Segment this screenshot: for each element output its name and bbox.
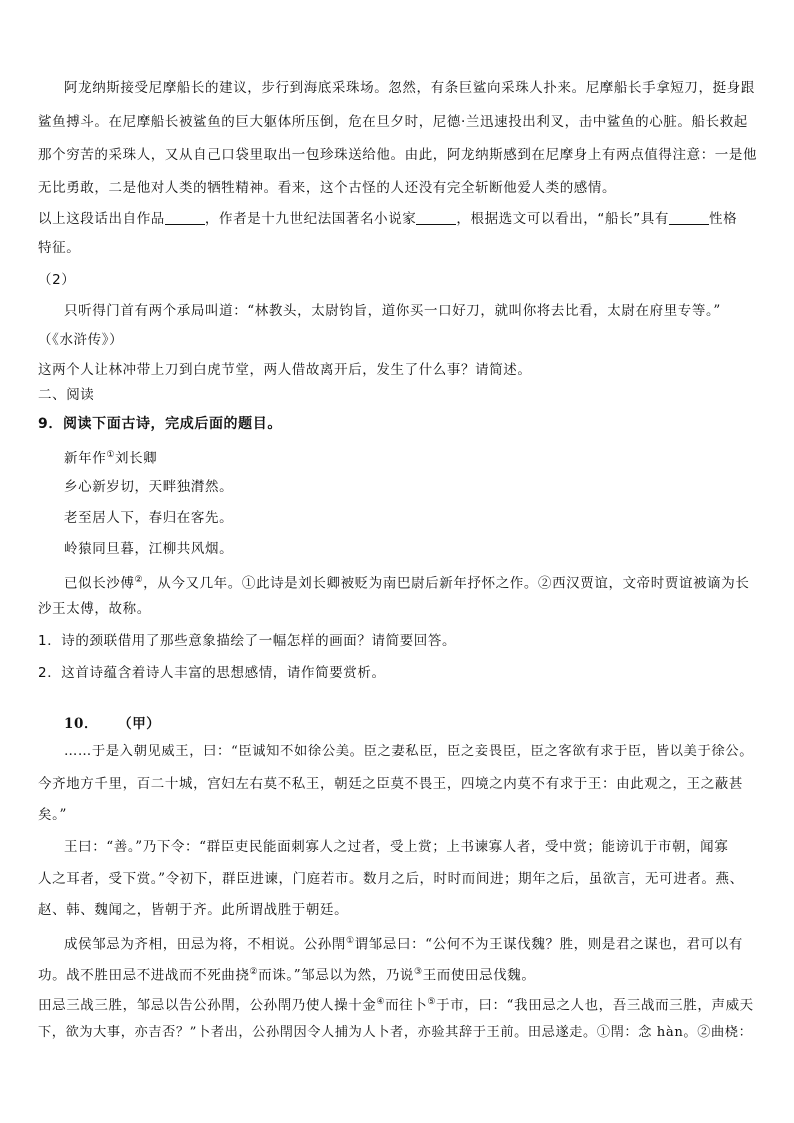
passage-text: 功。战不胜田忌不进战而不死曲挠: [38, 967, 250, 984]
sub-question: 2．这首诗蕴含着诗人丰富的思想感情，请作简要赏析。: [38, 665, 386, 681]
passage-line: 只听得门首有两个承局叫道：“林教头，太尉钧旨，道你买一口好刀，就叫你将去比看，太尉在府里专等。”: [64, 303, 721, 319]
question-number: 10．: [64, 716, 99, 732]
passage-line: 无比勇敢，二是他对人类的牺牲精神。看来，这个古怪的人还没有完全斩断他爱人类的感情。: [38, 180, 617, 196]
passage-line: 矣。”: [38, 807, 67, 823]
poem-line-with-notes: [64, 570, 749, 594]
passage-line: [38, 962, 536, 986]
source-citation: （《水浒传》）: [38, 332, 124, 348]
passage-line: 王曰：“善。”乃下令：“群臣吏民能面刺寡人之过者，受上赏；上书谏寡人者，受中赏；能谤讥于市朝，闻寡: [64, 839, 729, 855]
footnote-marker: ②: [134, 575, 144, 585]
poem-title-text: 新年作: [64, 450, 107, 467]
question-text: 以上这段话出自作品: [38, 211, 165, 227]
poem-line: 岭猿同旦暮，江柳共风烟。: [64, 541, 234, 557]
answer-blank[interactable]: [165, 210, 205, 225]
poem-title: [64, 445, 157, 469]
passage-line: 人之耳者，受下赏。”令初下，群臣进谏，门庭若市。数月之后，时时而间进；期年之后，虽欲言，无可进者。燕、: [38, 871, 744, 887]
poem-notes: 沙王太傅，故称。: [38, 601, 151, 617]
passage-line: [38, 992, 754, 1016]
footnote-marker: ③: [414, 967, 423, 977]
passage-text: 王而使田忌伐魏。: [422, 967, 536, 984]
passage-line: [64, 931, 743, 955]
poem-line: 老至居人下，春归在客先。: [64, 510, 234, 526]
passage-line: 那个穷苦的采珠人，又从自己口袋里取出一包珍珠送给他。由此，阿龙纳斯感到在尼摩身上有两点值得注意：一是他: [38, 147, 758, 163]
passage-part-label: （甲）: [118, 716, 161, 732]
question-text: 性格: [709, 211, 738, 227]
passage-line: 鲨鱼搏斗。在尼摩船长被鲨鱼的巨大躯体所压倒，危在旦夕时，尼德·兰迅速投出利叉，击中鲨鱼的心脏。船长救起: [38, 114, 748, 130]
sub-question-number: （2）: [38, 272, 76, 288]
answer-blank[interactable]: [416, 210, 456, 225]
passage-text: 而往卜: [385, 997, 428, 1014]
poem-line: 乡心新岁切，天畔独潸然。: [64, 479, 234, 495]
passage-line: 阿龙纳斯接受尼摩船长的建议，步行到海底采珠场。忽然，有条巨鲨向采珠人扑来。尼摩船长手拿短刀，挺身跟: [64, 80, 755, 96]
passage-text: 于市，曰：“我田忌之人也，吾三战而三胜，声威天: [436, 997, 754, 1014]
question-fill-blank: [38, 209, 737, 229]
passage-line: 今齐地方千里，百二十城，宫妇左右莫不私王，朝廷之臣莫不畏王，四境之内莫不有求于王：由此观之，王之蔽甚: [38, 776, 743, 792]
passage-line: ……于是入朝见威王，曰：“臣诚知不如徐公美。臣之妻私臣，臣之妾畏臣，臣之客欲有求于臣，皆以美于徐公。: [64, 744, 754, 759]
question-9-title: 9．阅读下面古诗，完成后面的题目。: [38, 416, 282, 432]
passage-text: 田忌三战三胜，邹忌以告公孙閈，公孙閈乃使人操十金: [38, 997, 377, 1014]
section-heading: 二、阅读: [38, 387, 95, 403]
answer-blank[interactable]: [669, 210, 709, 225]
question-text: 特征。: [38, 240, 81, 256]
passage-text: 谓邹忌曰：“公何不为王谋伐魏？胜，则是君之谋也，君可以有: [354, 936, 743, 953]
footnote-marker: ①: [106, 450, 115, 460]
poem-text: 已似长沙傅: [64, 575, 135, 592]
footnote-marker: ④: [376, 997, 386, 1007]
passage-text: 成侯邹忌为齐相，田忌为将，不相说。公孙閈: [64, 936, 346, 953]
passage-line: 赵、韩、魏闻之，皆朝于齐。此所谓战胜于朝廷。: [38, 902, 349, 918]
poem-notes: ，从今又几年。①此诗是刘长卿被贬为南巴尉后新年抒怀之作。②西汉贾谊，文帝时贾谊被谪为长: [143, 575, 750, 592]
passage-text: 而诛。”邹忌以为然，乃说: [258, 967, 415, 984]
sub-question: 1．诗的颈联借用了那些意象描绘了一幅怎样的画面？请简要回答。: [38, 633, 457, 649]
question-text: 这两个人让林冲带上刀到白虎节堂，两人借故离开后，发生了什么事？请简述。: [38, 362, 532, 378]
footnote-marker: ②: [249, 967, 259, 977]
footnote-marker: ①: [346, 936, 355, 946]
poem-author: 刘长卿: [114, 450, 158, 467]
question-text: ，作者是十九世纪法国著名小说家: [204, 211, 417, 227]
passage-line: 下，欲为大事，亦吉否？”卜者出，公孙閈因令人捕为人卜者，亦验其辞于王前。田忌遂走。①閈：念 hàn。②曲桡：: [38, 1025, 753, 1040]
question-text: ，根据选文可以看出，“船长”具有: [456, 211, 669, 227]
footnote-marker: ⑤: [427, 997, 437, 1007]
question-10-header: [64, 714, 160, 734]
